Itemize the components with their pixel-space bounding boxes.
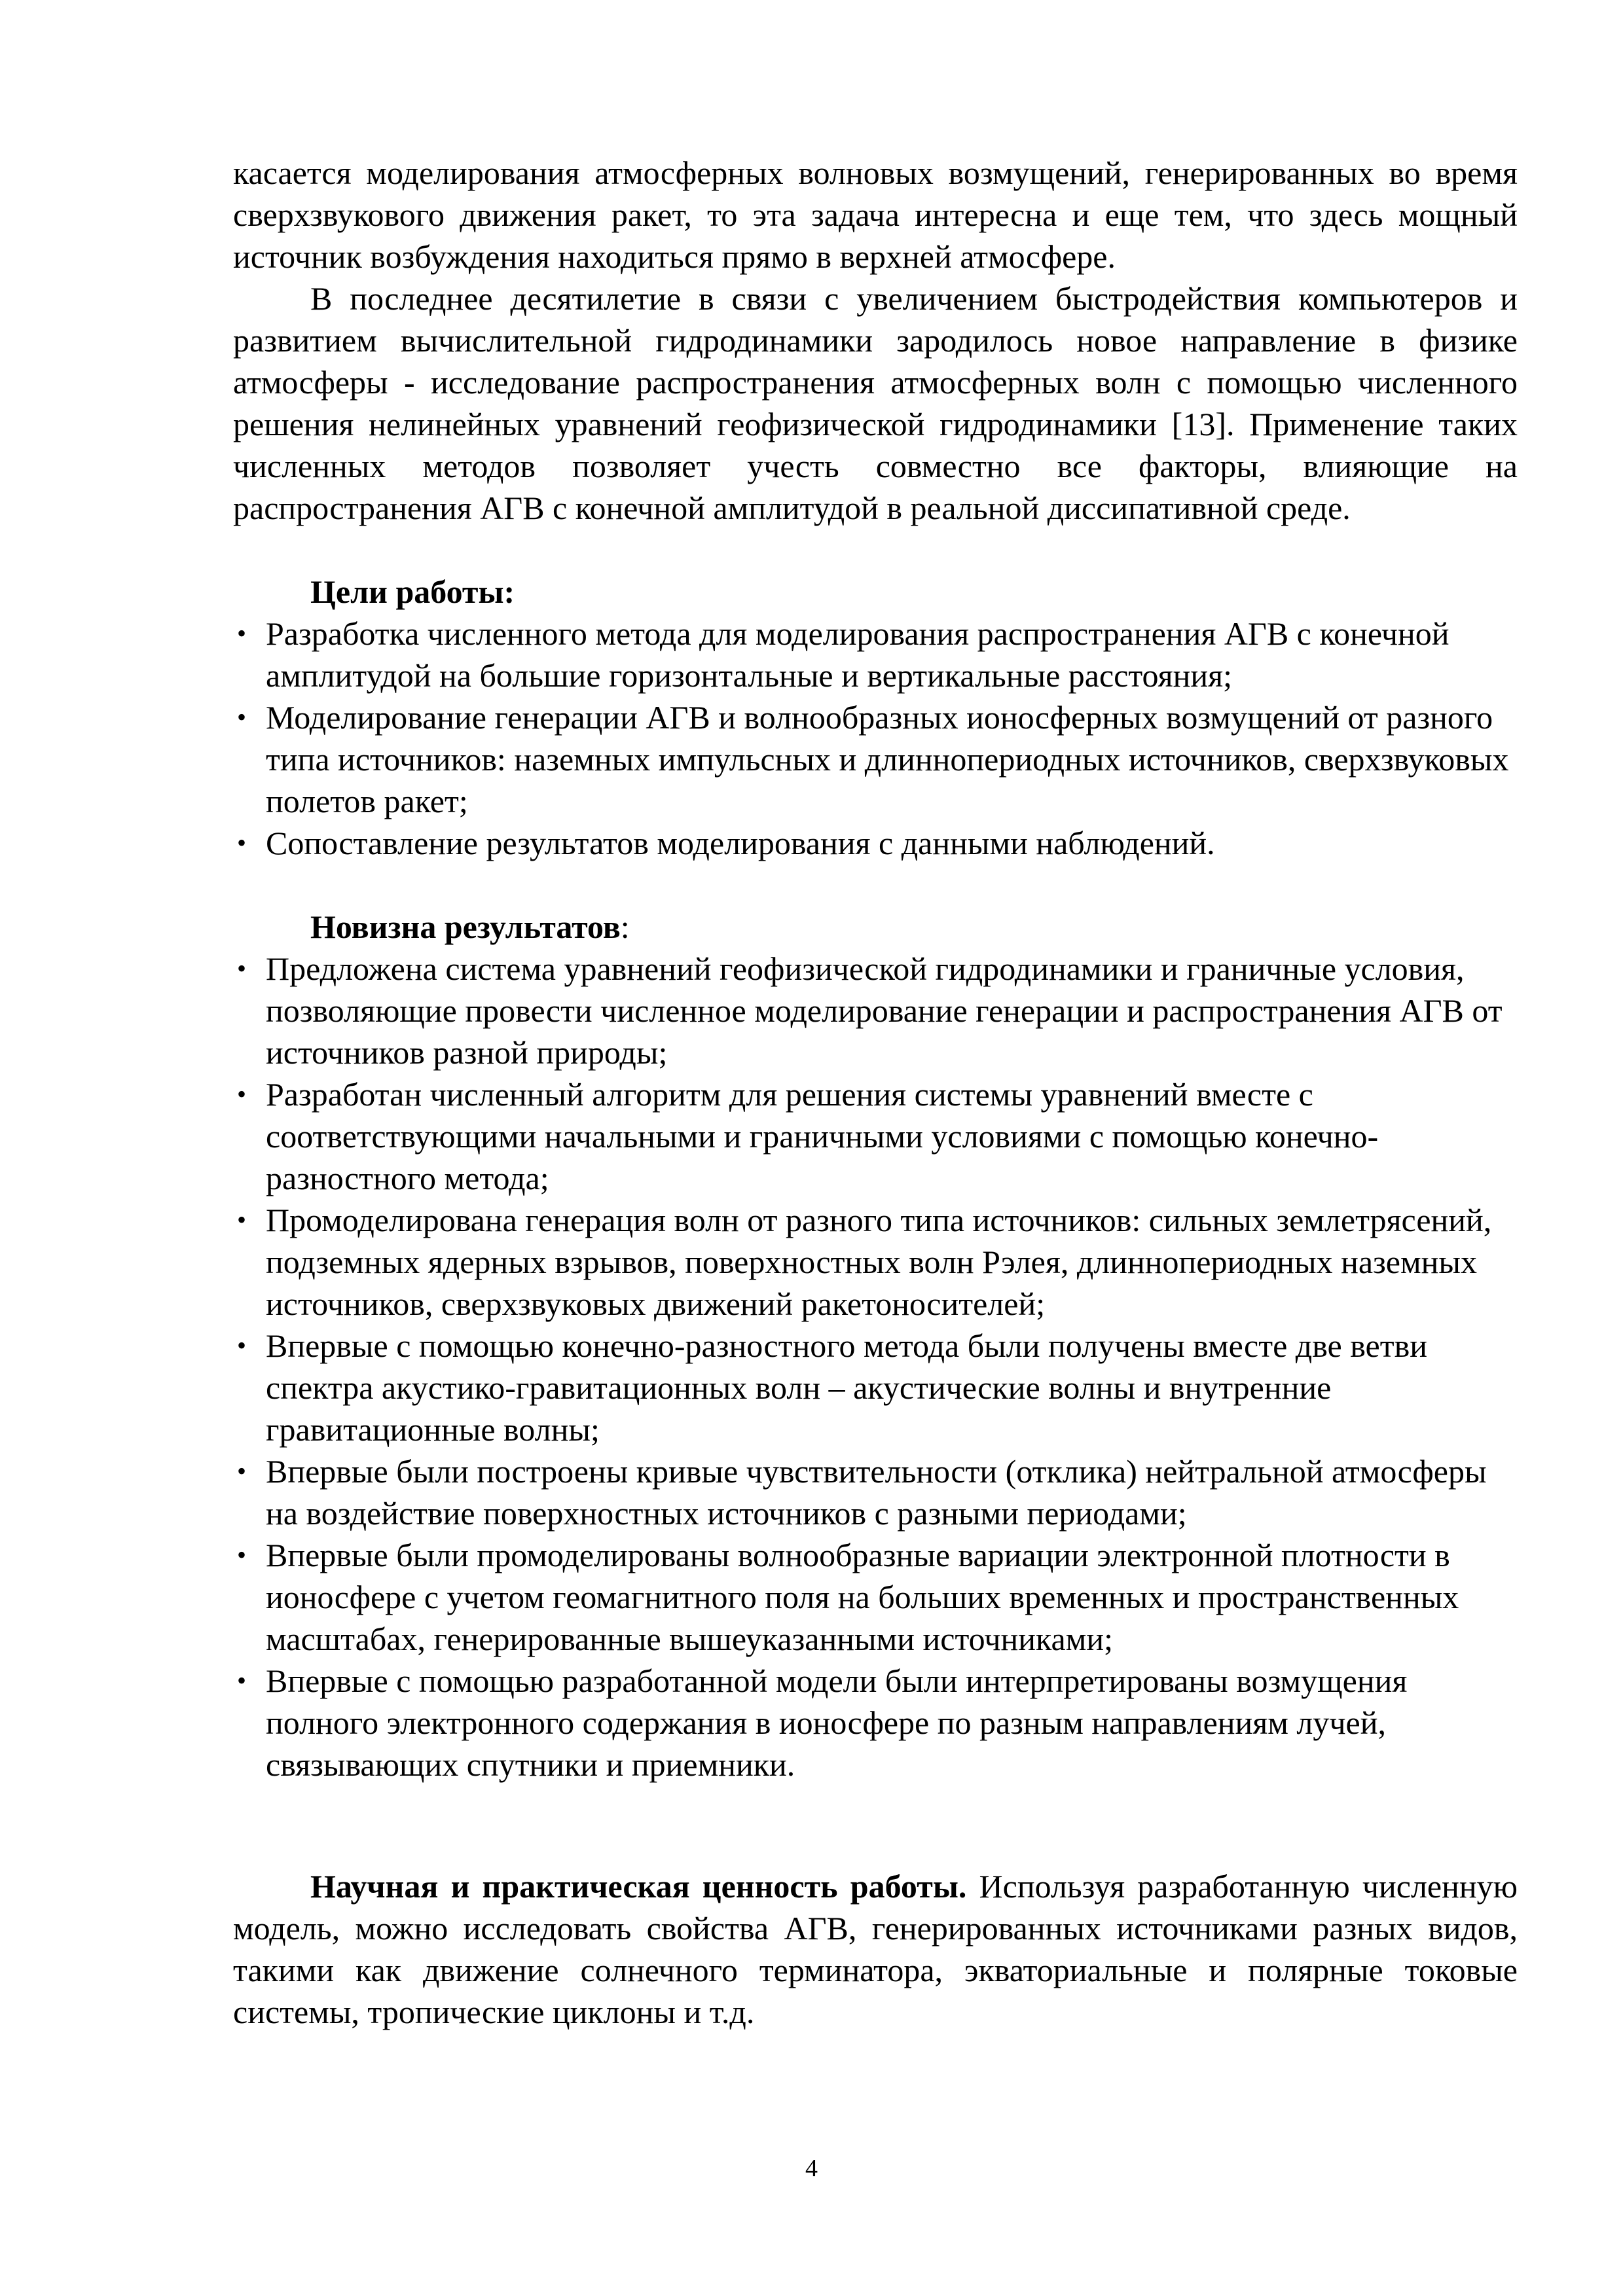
bullet-icon: •: [237, 702, 247, 732]
list-item: [233, 1073, 1518, 1199]
list-item-text: Разработка численного метода для моделирования распространения АГВ с конечной амплитудой на большие горизонтальные и вертикальные расстояния;: [266, 615, 1450, 694]
page-number: 4: [805, 2155, 818, 2182]
list-item-text: Разработан численный алгоритм для решения системы уравнений вместе с соответствующими начальными и граничными условиями с помощью конечно-разностного метода;: [266, 1076, 1379, 1196]
novelty-heading-colon: :: [620, 908, 630, 945]
bullet-icon: •: [237, 954, 247, 983]
list-item-text: Моделирование генерации АГВ и волнообразных ионосферных возмущений от разного типа источников: наземных импульсных и длиннопериодных источников, сверхзвуковых полетов ракет;: [266, 699, 1509, 819]
intro-paragraph-1: касается моделирования атмосферных волновых возмущений, генерированных во время сверхзвукового движения ракет, то эта задача интересна и еще тем, что здесь мощный источник возбуждения находиться прямо в верхней атмосфере.: [233, 154, 1518, 275]
bullet-icon: •: [237, 1456, 247, 1486]
list-item-text: Впервые были промоделированы волнообразные вариации электронной плотности в ионосфере с учетом геомагнитного поля на больших временных и пространственных масштабах, генерированные вышеуказанными источниками;: [266, 1537, 1459, 1657]
bullet-icon: •: [237, 1079, 247, 1109]
list-item-text: Впервые с помощью конечно-разностного метода были получены вместе две ветви спектра акустико-гравитационных волн – акустические волны и внутренние гравитационные волны;: [266, 1327, 1427, 1448]
list-item: [233, 822, 1518, 864]
list-item-text: Промоделирована генерация волн от разного типа источников: сильных землетрясений, подземных ядерных взрывов, поверхностных волн Рэлея, длиннопериодных наземных источников, сверхзвуковых движений ракетоносителей;: [266, 1202, 1492, 1322]
list-item: [233, 613, 1518, 696]
novelty-heading-text: Новизна результатов: [310, 908, 621, 945]
list-item-text: Предложена система уравнений геофизической гидродинамики и граничные условия, позволяющие провести численное моделирование генерации и распространения АГВ от источников разной природы;: [266, 950, 1503, 1071]
goals-heading: Цели работы:: [310, 573, 515, 610]
list-item: [233, 948, 1518, 1073]
spacer: [233, 529, 1518, 571]
goals-list: [233, 613, 1518, 864]
novelty-list: [233, 948, 1518, 1785]
spacer: [233, 1785, 1518, 1865]
list-item: [233, 1534, 1518, 1660]
value-paragraph: [233, 1865, 1518, 2033]
bullet-icon: •: [237, 1331, 247, 1360]
list-item: [233, 1450, 1518, 1534]
list-item: [233, 696, 1518, 822]
bullet-icon: •: [237, 1540, 247, 1570]
bullet-icon: •: [237, 619, 247, 648]
value-heading: Научная и практическая ценность работы.: [310, 1868, 967, 1905]
bullet-icon: •: [237, 1666, 247, 1695]
spacer: [233, 864, 1518, 906]
list-item: [233, 1199, 1518, 1325]
list-item-text: Впервые были построены кривые чувствительности (отклика) нейтральной атмосферы на воздействие поверхностных источников с разными периодами;: [266, 1453, 1487, 1532]
novelty-heading: [233, 906, 1518, 948]
list-item-text: Сопоставление результатов моделирования с данными наблюдений.: [266, 825, 1215, 861]
list-item: [233, 1325, 1518, 1450]
bullet-icon: •: [237, 828, 247, 857]
intro-paragraph-2: В последнее десятилетие в связи с увеличением быстродействия компьютеров и развитием вычислительной гидродинамики зародилось новое направление в физике атмосферы - исследование распространения атмосферных волн с помощью численного решения нелинейных уравнений геофизической гидродинамики [13]. Применение таких численных методов позволяет учесть совместно все факторы, влияющие на распространения АГВ с конечной амплитудой в реальной диссипативной среде.: [233, 280, 1518, 526]
list-item: [233, 1660, 1518, 1785]
page-content: [233, 152, 1518, 2033]
value-text: Используя разработанную численную модель, можно исследовать свойства АГВ, генерированных источниками разных видов, такими как движение солнечного терминатора, экваториальные и полярные токовые системы, тропические циклоны и т.д.: [233, 1868, 1518, 2030]
list-item-text: Впервые с помощью разработанной модели были интерпретированы возмущения полного электронного содержания в ионосфере по разным направлениям лучей, связывающих спутники и приемники.: [266, 1662, 1408, 1783]
bullet-icon: •: [237, 1205, 247, 1234]
